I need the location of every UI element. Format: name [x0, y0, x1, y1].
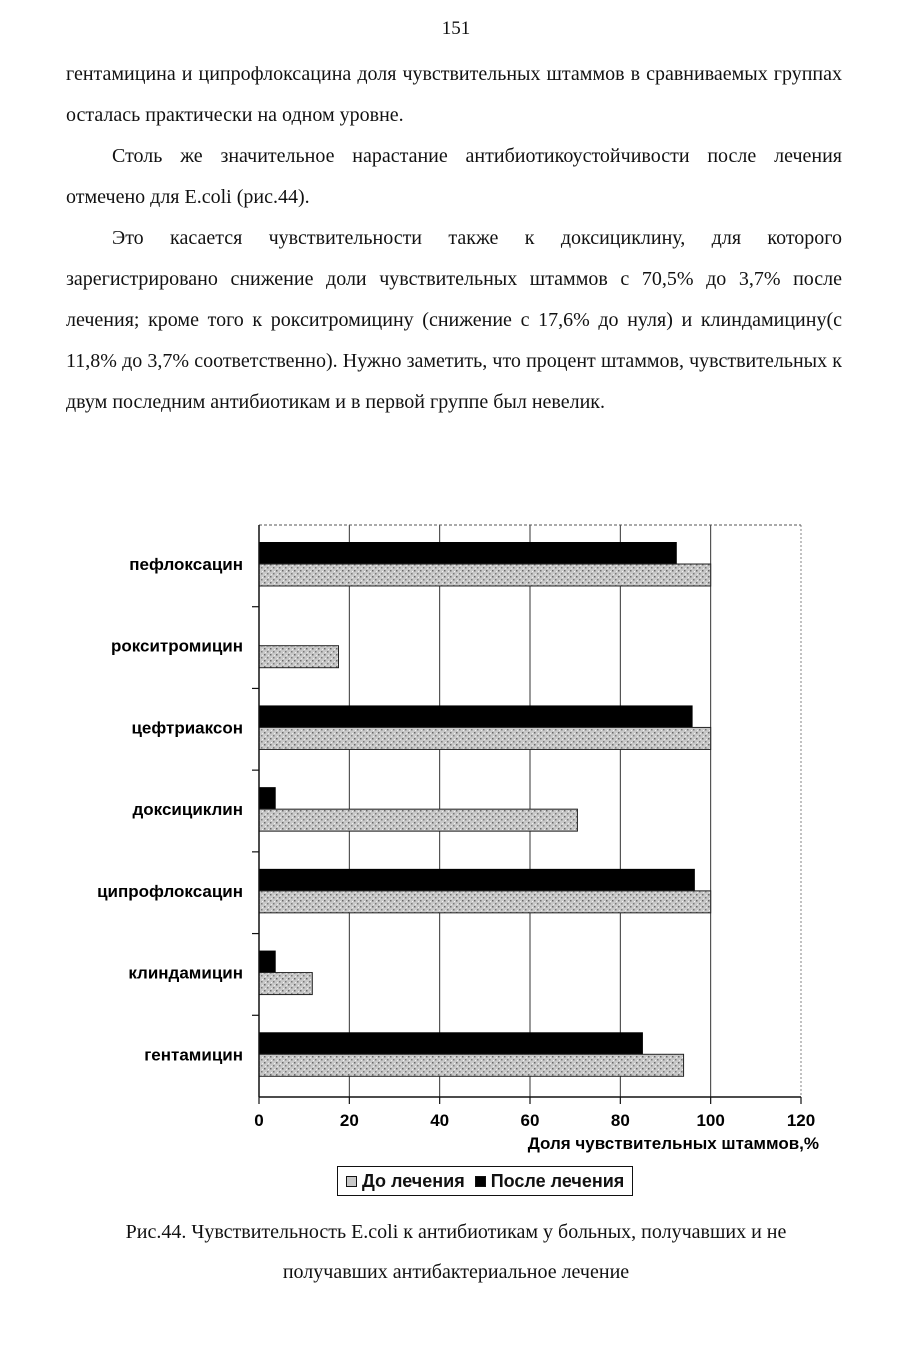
- bar-before-2: [259, 727, 711, 749]
- x-axis-title: Доля чувствительных штаммов,%: [527, 1134, 819, 1153]
- page-number: 151: [441, 18, 471, 39]
- chart-svg: [60, 510, 860, 1160]
- x-tick-label: 20: [339, 1111, 359, 1130]
- bar-after-3: [259, 787, 276, 809]
- paragraph-2: Столь же значительное нарастание антибиотикоустойчивости после лечения отмечено для E.coli (рис.44).: [66, 145, 842, 208]
- x-tick-label: 100: [696, 1111, 725, 1130]
- bar-before-0: [259, 564, 711, 586]
- bar-after-5: [259, 951, 276, 973]
- bar-after-4: [259, 869, 695, 891]
- bar-before-3: [259, 809, 577, 831]
- body-text: [66, 54, 842, 423]
- x-tick-label: 120: [786, 1111, 816, 1130]
- bar-before-1: [259, 646, 338, 668]
- bar-after-0: [259, 542, 677, 564]
- legend-label-after: После лечения: [490, 1170, 625, 1191]
- caption-line-1: Рис.44. Чувствительность E.coli к антибиотикам у больных, получавших и не: [125, 1221, 787, 1243]
- category-label: пефлоксацин: [129, 555, 243, 574]
- paragraph-3: Это касается чувствительности также к доксициклину, для которого зарегистрировано снижение доли чувствительных штаммов с 70,5% до 3,7% после лечения; кроме того к рокситромицину (снижение с 17,6% до нуля) и клиндамицину(с 11,8% до 3,7% соответственно). Нужно заметить, что процент штаммов, чувствительных к двум последним антибиотикам и в первой группе был невелик.: [66, 227, 842, 413]
- legend-swatch-before: [346, 1176, 357, 1187]
- legend-label-before: До лечения: [362, 1170, 465, 1191]
- bar-before-4: [259, 891, 711, 913]
- legend-item-before: [346, 1171, 465, 1192]
- x-tick-label: 80: [610, 1111, 630, 1130]
- bar-before-5: [259, 973, 312, 995]
- paragraph-1: гентамицина и ципрофлоксацина доля чувствительных штаммов в сравниваемых группах осталась практически на одном уровне.: [66, 63, 842, 126]
- category-label: доксициклин: [132, 800, 243, 820]
- figure-caption: [40, 1212, 872, 1292]
- bar-after-6: [259, 1032, 643, 1054]
- bar-after-2: [259, 705, 693, 727]
- caption-line-2: получавших антибактериальное лечение: [282, 1261, 630, 1283]
- category-label: цефтриаксон: [131, 718, 243, 738]
- chart-legend: [337, 1166, 633, 1196]
- bar-chart: [60, 510, 860, 1210]
- category-label: клиндамицин: [128, 963, 243, 983]
- category-label: ципрофлоксацин: [97, 881, 243, 901]
- x-tick-label: 0: [254, 1111, 264, 1130]
- category-label: рокситромицин: [110, 636, 243, 656]
- bar-before-6: [259, 1054, 684, 1076]
- x-tick-label: 40: [430, 1111, 450, 1130]
- category-label: гентамицин: [144, 1045, 243, 1065]
- x-tick-label: 60: [520, 1111, 540, 1130]
- legend-item-after: [475, 1171, 625, 1192]
- legend-swatch-after: [475, 1176, 486, 1187]
